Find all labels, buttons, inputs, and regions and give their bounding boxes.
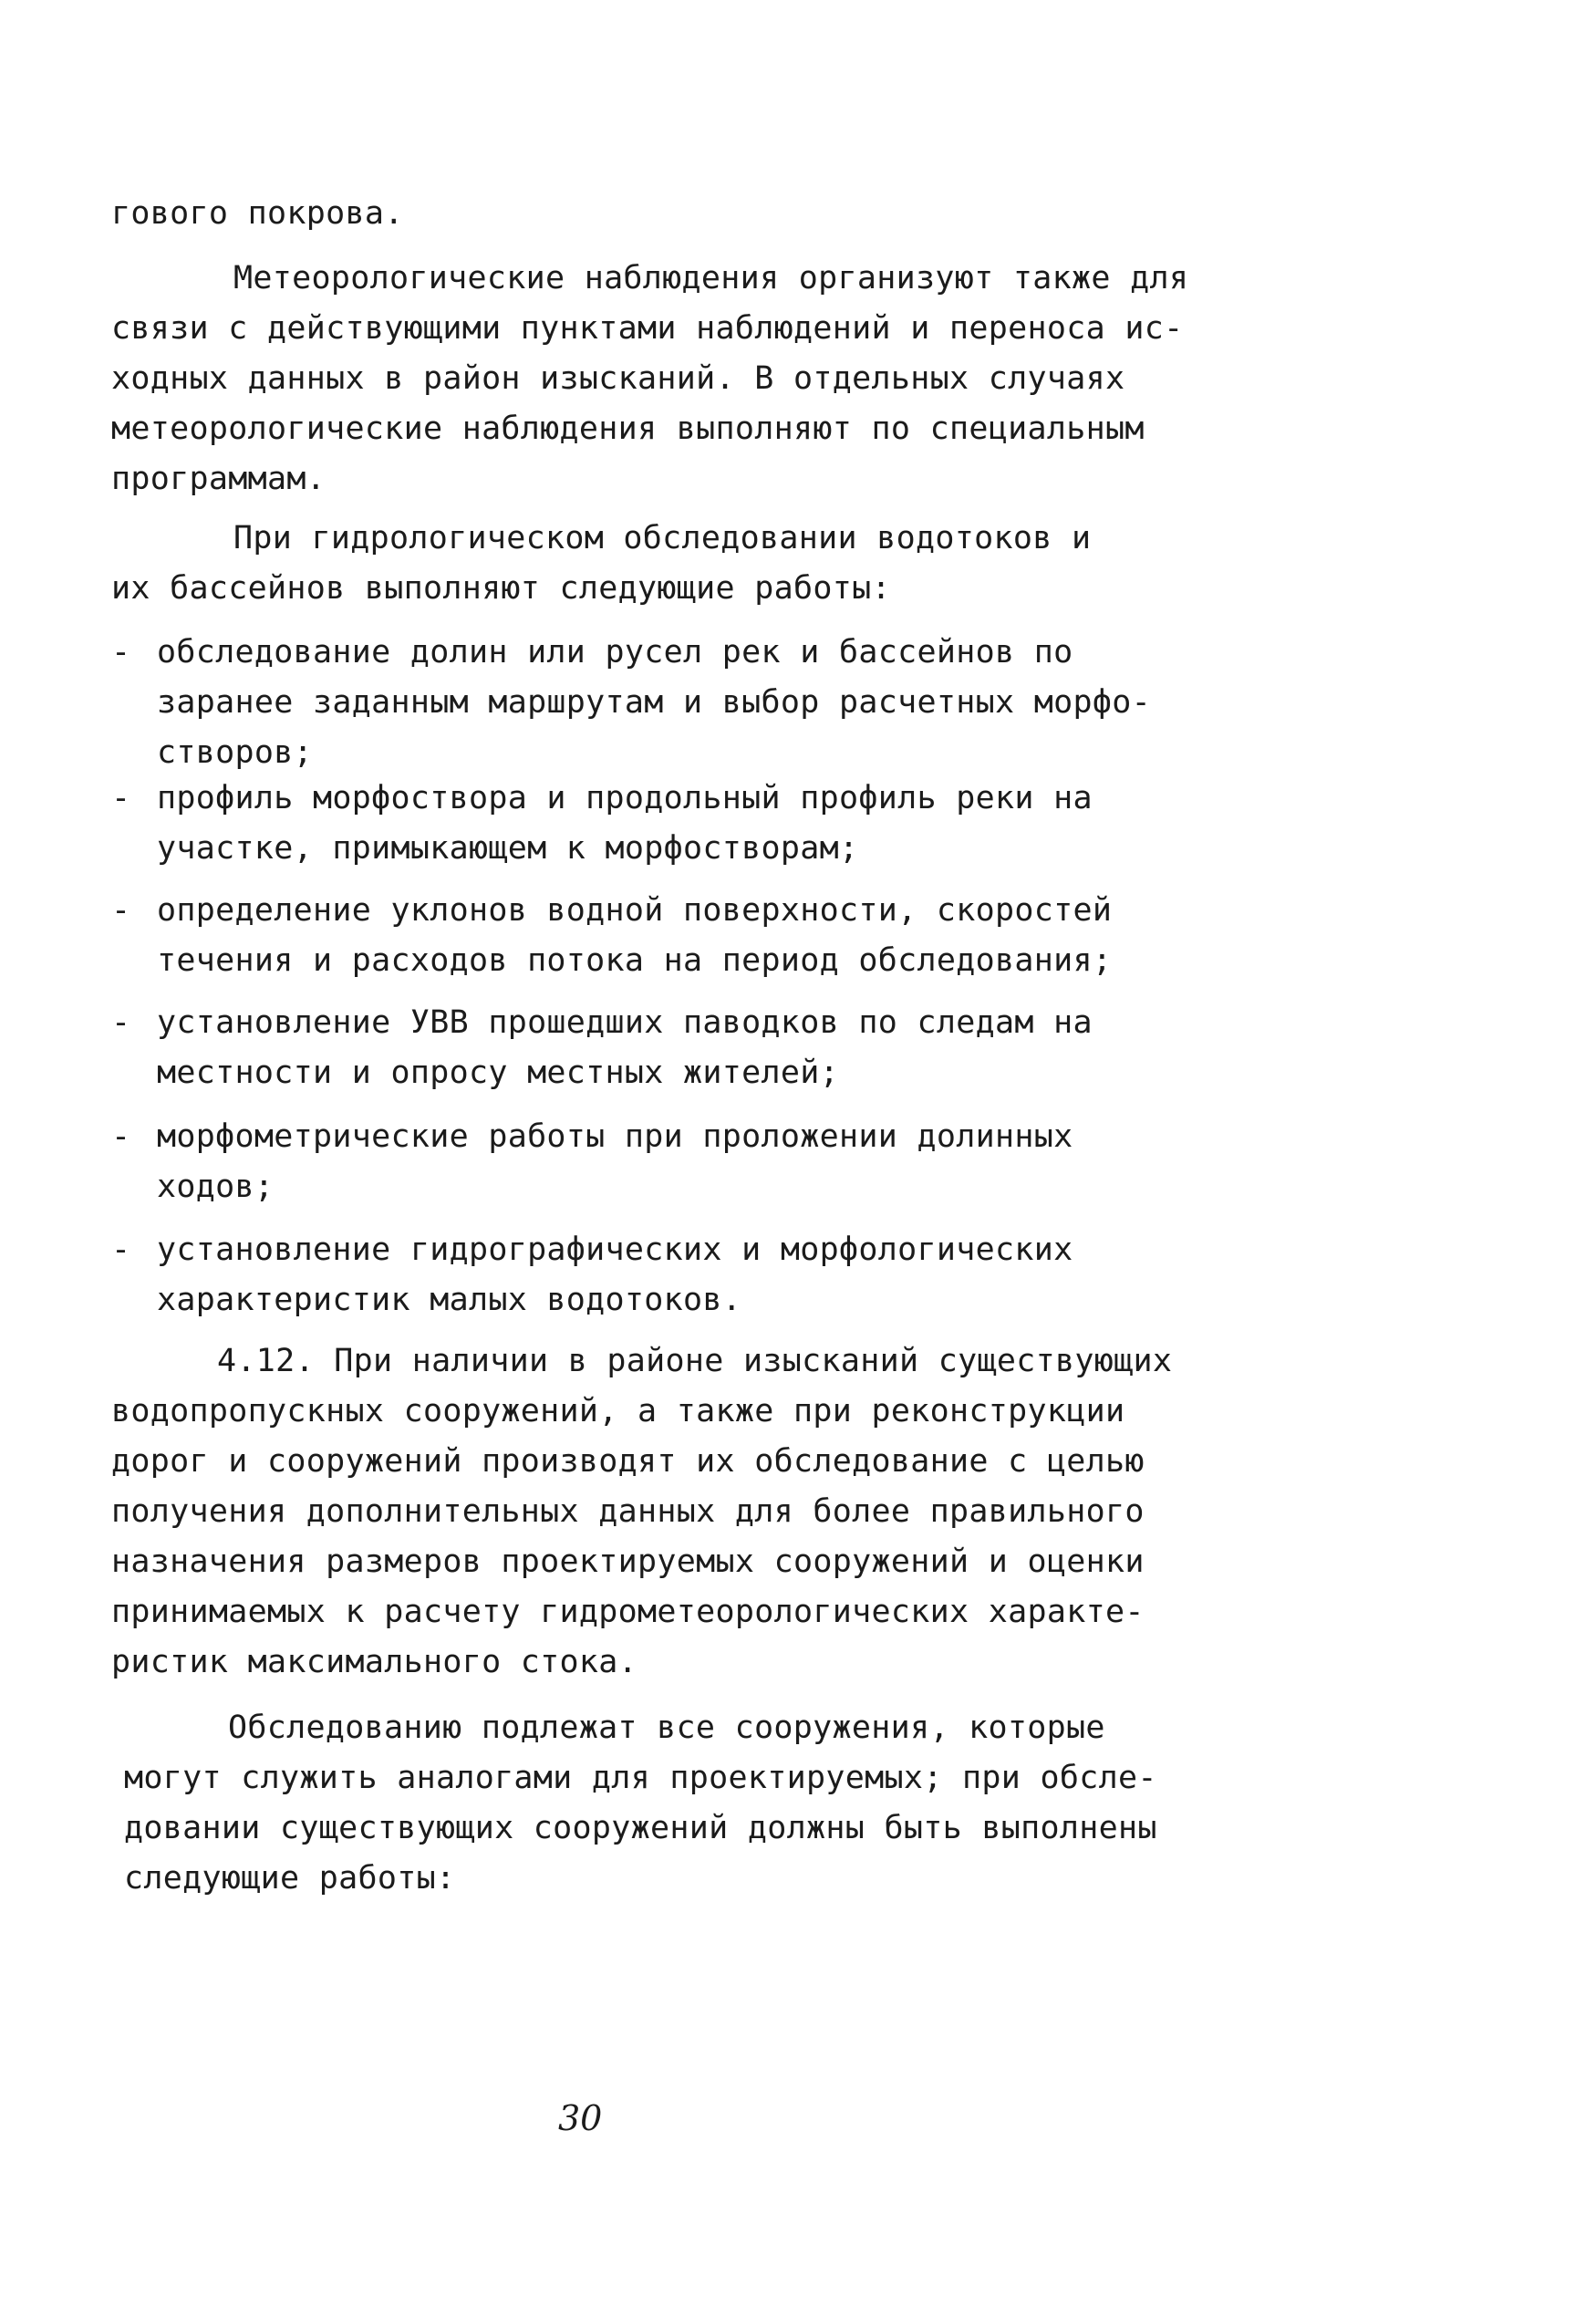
text-line: Метеорологические наблюдения организуют также для: [233, 260, 1189, 296]
text-line: назначения размеров проектируемых сооружений и оценки: [111, 1543, 1145, 1580]
list-item-line: створов;: [157, 734, 313, 771]
text-line: могут служить аналогами для проектируемых; при обсле-: [124, 1760, 1157, 1796]
bullet-marker: -: [111, 634, 131, 670]
list-item-line: определение уклонов водной поверхности, скоростей: [157, 892, 1113, 929]
text-line: довании существующих сооружений должны быть выполнены: [124, 1810, 1157, 1846]
text-line: ходных данных в район изысканий. В отдельных случаях: [111, 360, 1125, 397]
text-line: принимаемых к расчету гидрометеорологических характе-: [111, 1594, 1145, 1630]
list-item-line: профиль морфоствора и продольный профиль реки на: [157, 780, 1093, 816]
text-line: метеорологические наблюдения выполняют по специальным: [111, 411, 1145, 447]
bullet-marker: -: [111, 1118, 131, 1155]
text-line: программам.: [111, 461, 326, 497]
text-line: их бассейнов выполняют следующие работы:: [111, 570, 891, 607]
bullet-marker: -: [111, 780, 131, 816]
list-item-line: течения и расходов потока на период обследования;: [157, 942, 1113, 979]
text-line: 4.12. При наличии в районе изысканий существующих: [217, 1343, 1173, 1379]
text-line: ристик максимального стока.: [111, 1644, 638, 1680]
text-line: водопропускных сооружений, а также при реконструкции: [111, 1393, 1125, 1429]
bullet-marker: -: [111, 1004, 131, 1041]
list-item-line: характеристик малых водотоков.: [157, 1282, 742, 1318]
bullet-marker: -: [111, 892, 131, 929]
text-line: Обследованию подлежат все сооружения, которые: [228, 1710, 1105, 1746]
list-item-line: обследование долин или русел рек и бассейнов по: [157, 634, 1073, 670]
text-line: При гидрологическом обследовании водотоков и: [233, 520, 1092, 556]
text-line: гового покрова.: [111, 195, 404, 232]
text-line: получения дополнительных данных для более правильного: [111, 1493, 1145, 1530]
list-item-line: установление гидрографических и морфологических: [157, 1232, 1073, 1268]
text-line: связи с действующими пунктами наблюдений и переноса ис-: [111, 310, 1184, 347]
list-item-line: ходов;: [157, 1169, 275, 1205]
list-item-line: установление УВВ прошедших паводков по следам на: [157, 1004, 1093, 1041]
list-item-line: местности и опросу местных жителей;: [157, 1055, 840, 1091]
list-item-line: морфометрические работы при проложении долинных: [157, 1118, 1073, 1155]
text-line: следующие работы:: [124, 1860, 456, 1897]
page-number: 30: [558, 2098, 603, 2138]
text-line: дорог и сооружений производят их обследование с целью: [111, 1443, 1145, 1480]
bullet-marker: -: [111, 1232, 131, 1268]
list-item-line: участке, примыкающем к морфостворам;: [157, 830, 859, 867]
list-item-line: заранее заданным маршрутам и выбор расчетных морфо-: [157, 684, 1151, 721]
